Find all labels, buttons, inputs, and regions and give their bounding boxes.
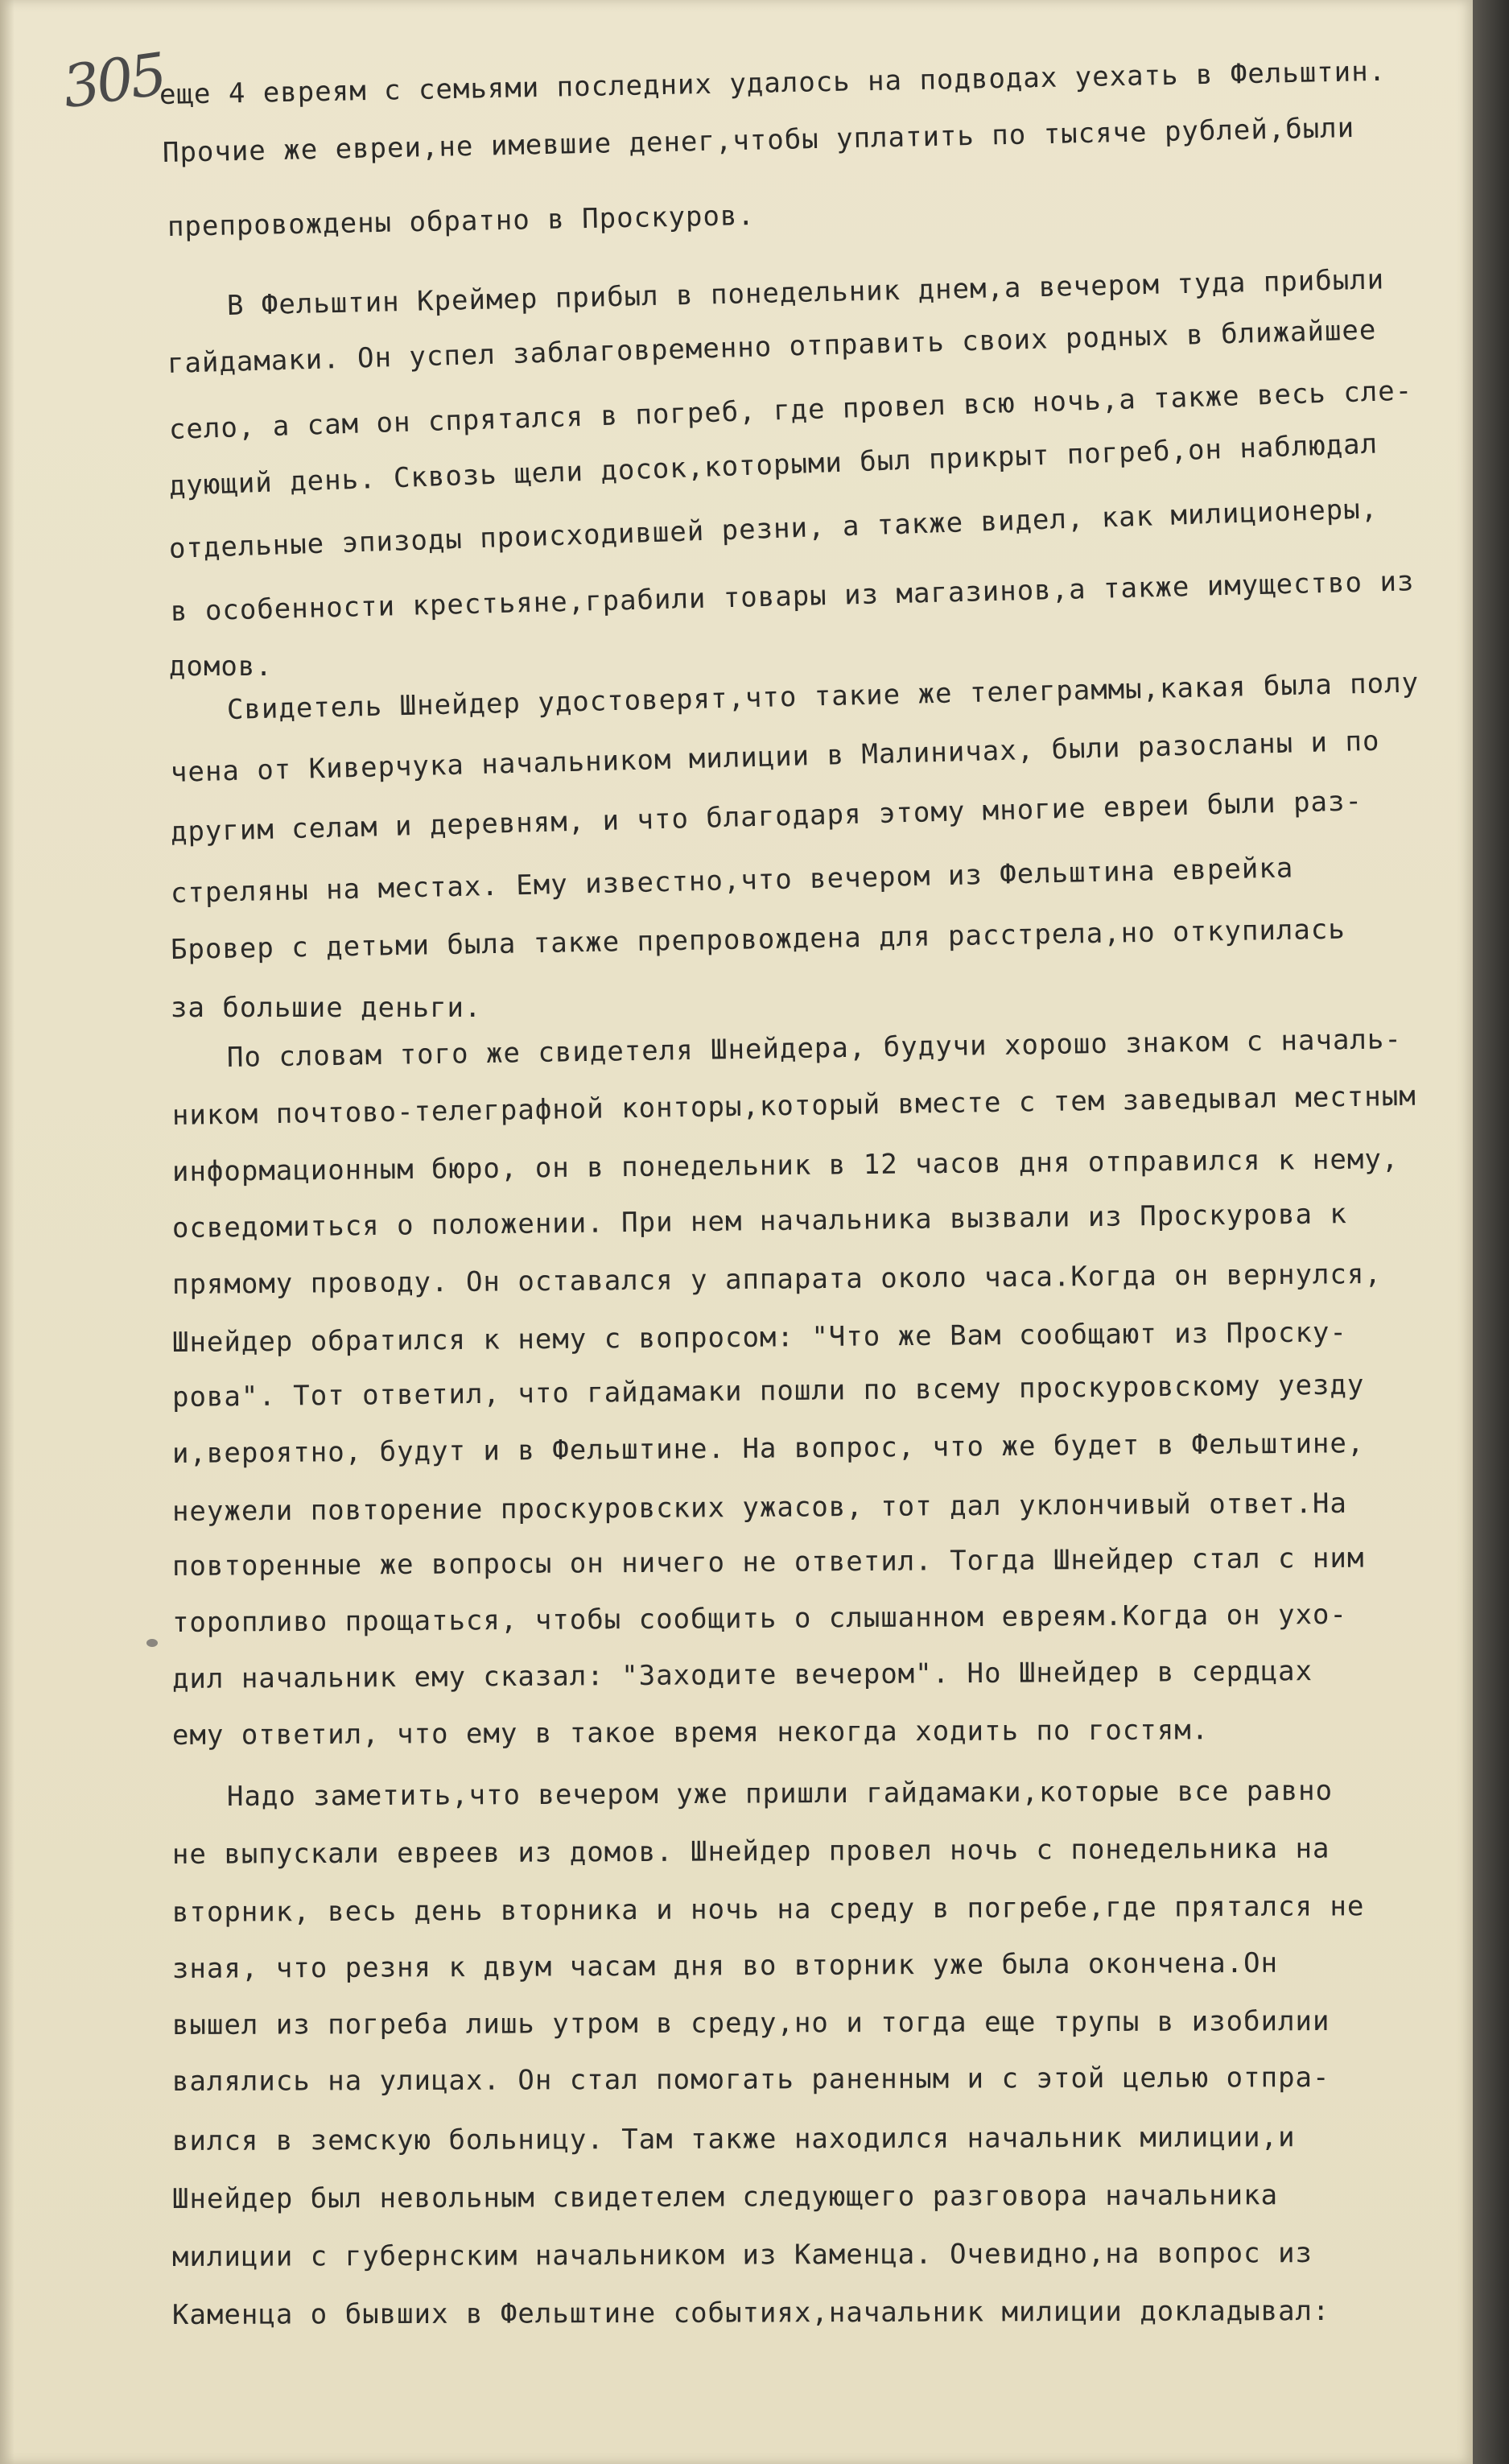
text-line: за большие деньги. [171, 992, 482, 1024]
page-left-edge [0, 0, 14, 2464]
text-line: гайдамаки. Он успел заблаговременно отправить своих родных в ближайшее [167, 314, 1377, 380]
text-line: чена от Киверчука начальником милиции в Малиничах, были разосланы и по [170, 724, 1380, 789]
text-line: домов. [169, 650, 273, 683]
folio-number: 305 [58, 39, 168, 122]
text-line: в особенности крестьяне,грабили товары из магазинов,а также имущество из [170, 565, 1415, 628]
text-line: село, а сам он спрятался в погреб, где провел всю ночь,а также весь сле- [168, 374, 1413, 446]
text-line: еще 4 евреям с семьями последних удалось на подводах уехать в Фельштин. [159, 55, 1387, 111]
ink-spot [146, 1639, 158, 1647]
text-line: Надо заметить,что вечером уже пришли гайдамаки,которые все равно [226, 1774, 1334, 1813]
text-line: вышел из погреба лишь утром в среду,но и тогда еще трупы в изобилии [171, 2004, 1330, 2041]
text-line: стреляны на местах. Ему известно,что вечером из Фельштина еврейка [170, 852, 1294, 910]
text-line: прямому проводу. Он оставался у аппарата около часа.Когда он вернулся, [171, 1257, 1383, 1301]
text-line: повторенные же вопросы он ничего не ответил. Тогда Шнейдер стал с ним [171, 1542, 1365, 1583]
text-line: препровождены обратно в Проскуров. [167, 199, 756, 243]
text-line: зная, что резня к двум часам дня во вторник уже была окончена.Он [171, 1946, 1279, 1985]
text-line: ником почтово-телеграфной конторы,который вместе с тем заведывал местным [171, 1079, 1416, 1132]
background-edge [1473, 0, 1509, 2464]
text-line: вился в земскую больницу. Там также находился начальник милиции,и [171, 2121, 1296, 2157]
text-line: дующий день. Сквозь щели досок,которыми был прикрыт погреб,он наблюдал [168, 427, 1379, 502]
text-line: Свидетель Шнейдер удостоверят,что такие же телеграммы,какая была полу [226, 667, 1420, 726]
text-line: милиции с губернским начальником из Каменца. Очевидно,на вопрос из [171, 2237, 1313, 2273]
text-line: информационным бюро, он в понедельник в 12 часов дня отправился к нему, [171, 1143, 1400, 1188]
text-line: другим селам и деревням, и что благодаря этому многие евреи были раз- [170, 785, 1363, 848]
text-line: осведомиться о положении. При нем начальника вызвали из Проскурова к [171, 1198, 1348, 1244]
text-line: Прочие же евреи,не имевшие денег,чтобы уплатить по тысяче рублей,были [162, 111, 1355, 169]
text-line: валялись на улицах. Он стал помогать раненным и с этой целью отпра- [171, 2061, 1330, 2098]
text-line: и,вероятно, будут и в Фельштине. На вопрос, что же будет в Фельштине, [171, 1427, 1365, 1470]
text-line: отдельные эпизоды происходившей резни, а также видел, как милиционеры, [168, 493, 1379, 565]
text-line: В Фельштин Креймер прибыл в понедельник днем,а вечером туда прибыли [226, 263, 1385, 322]
text-line: неужели повторение проскуровских ужасов, тот дал уклончивый ответ.На [171, 1487, 1348, 1528]
text-line: не выпускали евреев из домов. Шнейдер провел ночь с понедельника на [171, 1832, 1330, 1871]
text-line: Шнейдер был невольным свидетелем следующего разговора начальника [171, 2179, 1279, 2215]
text-line: Каменца о бывших в Фельштине событиях,начальник милиции докладывал: [171, 2294, 1330, 2331]
text-line: По словам того же свидетеля Шнейдера, будучи хорошо знаком с началь- [226, 1023, 1403, 1074]
text-line: дил начальник ему сказал: "Заходите вечером". Но Шнейдер в сердцах [171, 1655, 1313, 1695]
text-line: торопливо прощаться, чтобы сообщить о слышанном евреям.Когда он ухо- [171, 1598, 1348, 1639]
text-line: рова". Тот ответил, что гайдамаки пошли по всему проскуровскому уезду [171, 1368, 1365, 1414]
text-line: Шнейдер обратился к нему с вопросом: "Что же Вам сообщают из Проску- [171, 1316, 1348, 1359]
text-line: вторник, весь день вторника и ночь на среду в погребе,где прятался не [171, 1890, 1365, 1929]
text-line: Бровер с детьми была также препровождена для расстрела,но откупилась [170, 913, 1346, 966]
text-line: ему ответил, что ему в такое время некогда ходить по гостям. [171, 1714, 1210, 1752]
